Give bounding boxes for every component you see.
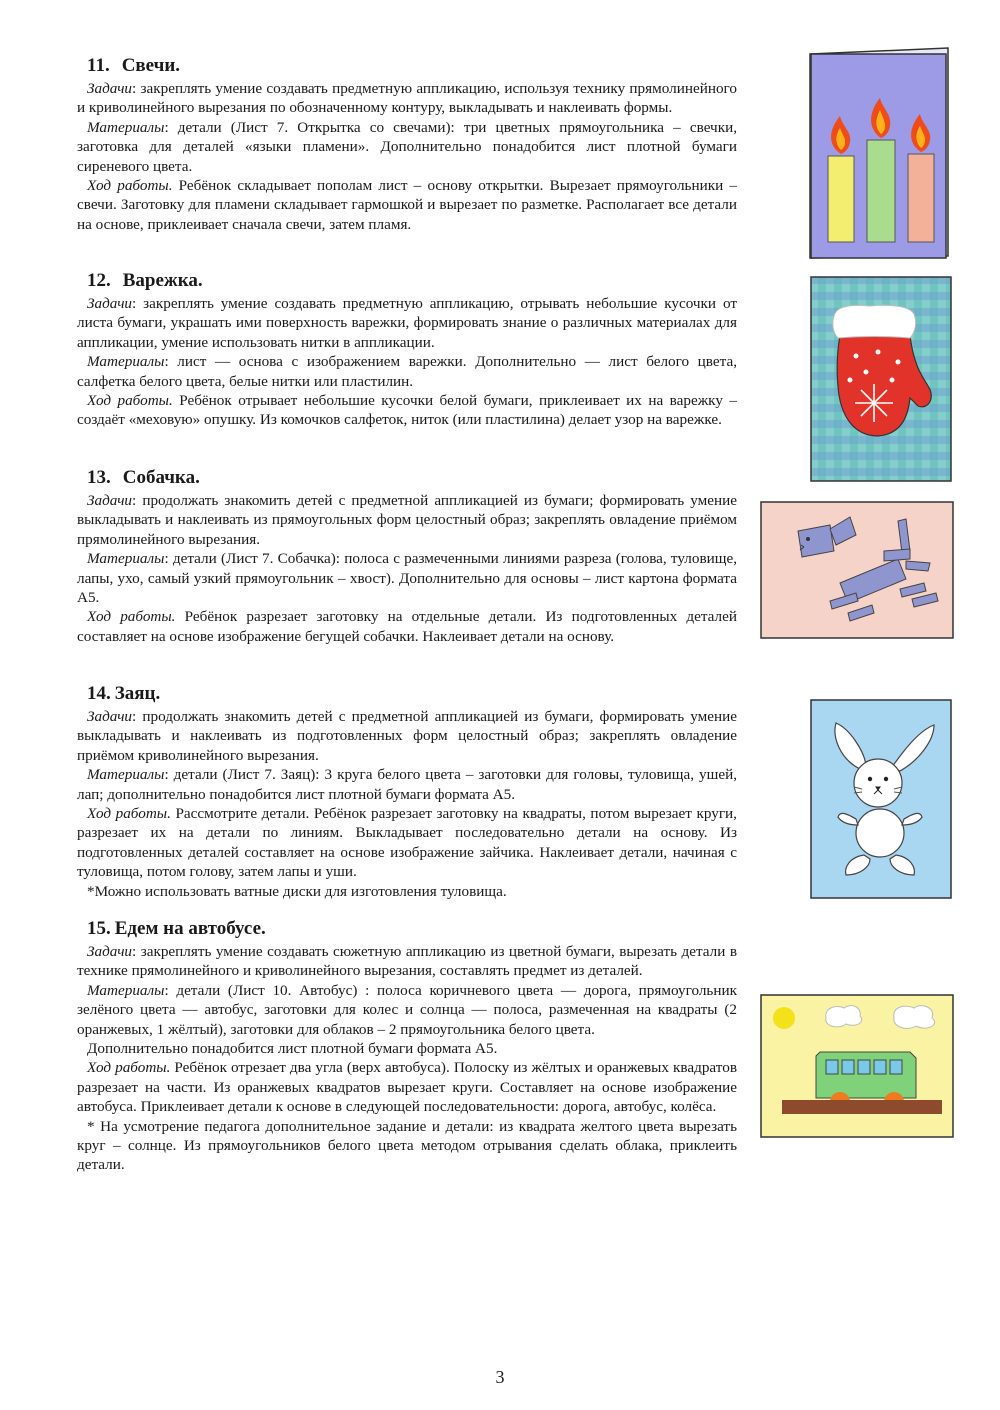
- materials-paragraph: [77, 549, 737, 607]
- candles-card-image: [808, 44, 952, 262]
- section-title: [87, 467, 737, 489]
- materials-text: : детали (Лист 10. Автобус) : полоса коричневого цвета — дорога, прямоугольник зелёного цвета — автобус, заготовки для колес и солнца — полоса, размеченная на квадраты (2 оранжевых, 1 жёлтый), заготовки для облаков – 2 прямоугольника белого цвета.: [77, 981, 737, 1038]
- process-label: Ход работы.: [87, 177, 173, 195]
- section-heading: Свечи.: [121, 55, 181, 76]
- materials-paragraph: [77, 765, 737, 804]
- tasks-paragraph: [77, 491, 737, 549]
- section-13: [77, 467, 737, 646]
- process-paragraph: [77, 607, 737, 646]
- sun-icon: [773, 1007, 795, 1029]
- section-title: [87, 270, 737, 292]
- process-label: Ход работы.: [87, 392, 173, 410]
- section-title: [87, 918, 737, 940]
- section-heading: Варежка.: [122, 270, 203, 291]
- tasks-text: : продолжать знакомить детей с предметной аппликацией из бумаги; формировать умение выкладывать и наклеивать из прямоугольных форм целостный образ; закреплять овладение приёмом прямолинейного вырезания.: [77, 492, 737, 548]
- cloud-icon: [894, 1006, 935, 1029]
- section-number: 13.: [87, 467, 111, 488]
- bus-card-image: [760, 994, 954, 1138]
- tasks-label: Задачи: [87, 80, 133, 97]
- tasks-label: Задачи: [87, 943, 133, 960]
- materials-label: Материалы: [87, 981, 165, 999]
- process-label: Ход работы.: [87, 1059, 171, 1077]
- process-paragraph: [77, 1058, 737, 1116]
- tasks-paragraph: [77, 707, 737, 765]
- process-text: Рассмотрите детали. Ребёнок разрезает заготовку на квадраты, потом вырезает круги, разрезает их на детали по линиям. Выкладывает последовательно детали на основу. Из подготовленных деталей составляет на основе изображение зайчика. Наклеивает детали, начиная с туловища, потом голову, затем лапы и уши.: [77, 805, 737, 881]
- road-icon: [782, 1100, 942, 1114]
- materials-text: : детали (Лист 7. Заяц): 3 круга белого цвета – заготовки для головы, туловища, ушей, лап; дополнительно понадобится лист плотной бумаги формата А5.: [77, 766, 737, 803]
- section-heading: Собачка.: [122, 467, 200, 488]
- process-paragraph: [77, 804, 737, 882]
- process-text: Ребёнок разрезает заготовку на отдельные детали. Из подготовленных деталей составляет на основе изображение бегущей собачки. Наклеивает детали на основу.: [77, 608, 737, 645]
- process-text: Ребёнок отрезает два угла (верх автобуса). Полоску из жёлтых и оранжевых квадратов разрезает на части. Из оранжевых квадратов вырезает круги. Составляет на основе изображение автобуса. Приклеивает детали к основе в следующей последовательности: дорога, автобус, колёса.: [77, 1059, 737, 1116]
- tasks-label: Задачи: [87, 492, 133, 509]
- cloud-icon: [826, 1006, 862, 1027]
- mitten-card-image: [810, 276, 952, 482]
- materials-text: : лист — основа с изображением варежки. Дополнительно — лист белого цвета, салфетка белого цвета, белые нитки или пластилин.: [77, 353, 737, 390]
- process-label: Ход работы.: [87, 805, 171, 823]
- section-12: [77, 270, 737, 430]
- process-paragraph: [77, 391, 737, 430]
- materials-text: : детали (Лист 7. Открытка со свечами): три цветных прямоугольника – свечки, заготовка для деталей «языки пламени». Дополнительно понадобится лист плотной бумаги сиреневого цвета.: [77, 118, 737, 175]
- materials-paragraph: [77, 981, 737, 1039]
- section-heading: Едем на автобусе.: [114, 918, 266, 939]
- section-number: 11.: [87, 55, 110, 76]
- tasks-text: : закреплять умение создавать предметную аппликацию, отрывать небольшие кусочки от листа бумаги, украшать ими поверхность варежки, формировать знание о различных материалах для аппликации, умение использовать нитки в аппликации.: [77, 295, 737, 351]
- materials-text: : детали (Лист 7. Собачка): полоса с размеченными линиями разреза (голова, туловище, лапы, ухо, самый узкий прямоугольник – хвост). Дополнительно для основы – лист картона формата А5.: [77, 550, 737, 607]
- section-15: [77, 918, 737, 1175]
- materials-label: Материалы: [87, 353, 165, 371]
- tasks-text: : закреплять умение создавать предметную аппликацию, используя технику прямолинейного и криволинейного вырезания по обозначенному контуру, выкладывать и наклеивать формы.: [77, 80, 737, 117]
- process-label: Ход работы.: [87, 608, 176, 626]
- section-title: [87, 55, 737, 77]
- rabbit-card-image: [810, 699, 952, 899]
- note-paragraph: * На усмотрение педагога дополнительное задание и детали: из квадрата желтого цвета вырезать круг – солнце. Из прямоугольников белого цвета методом отрывания сделать облака, приклеить детали.: [77, 1117, 737, 1174]
- tasks-paragraph: [77, 79, 737, 118]
- section-number: 15.: [87, 918, 111, 939]
- section-14: [77, 683, 737, 901]
- materials-paragraph: [77, 352, 737, 391]
- materials-label: Материалы: [87, 118, 165, 136]
- section-11: [77, 55, 737, 234]
- dog-card-image: [760, 501, 954, 639]
- section-number: 14.: [87, 683, 111, 704]
- section-number: 12.: [87, 270, 111, 291]
- tasks-text: : продолжать знакомить детей с предметной аппликацией из бумаги, формировать умение выкладывать и наклеивать из подготовленных форм целостный образ; закреплять овладение приёмом криволинейного вырезания.: [77, 708, 737, 764]
- section-heading: Заяц.: [114, 683, 161, 704]
- section-title: [87, 683, 737, 705]
- tasks-text: : закреплять умение создавать сюжетную аппликацию из цветной бумаги, вырезать детали в технике прямолинейного и криволинейного вырезания, составлять предмет из деталей.: [77, 943, 737, 980]
- extra-paragraph: Дополнительно понадобится лист плотной бумаги формата А5.: [87, 1040, 498, 1058]
- tasks-paragraph: [77, 294, 737, 352]
- page-number: 3: [495, 1367, 505, 1387]
- tasks-label: Задачи: [87, 295, 133, 312]
- process-paragraph: [77, 176, 737, 234]
- materials-paragraph: [77, 118, 737, 176]
- process-text: Ребёнок складывает пополам лист – основу открытки. Вырезает прямоугольники – свечи. Заготовку для пламени складывает гармошкой и вырезает по разметке. Располагает все детали на основе, приклеивает сначала свечи, затем пламя.: [77, 177, 737, 233]
- note-paragraph: *Можно использовать ватные диски для изготовления туловища.: [87, 882, 507, 900]
- materials-label: Материалы: [87, 550, 165, 568]
- tasks-paragraph: [77, 942, 737, 981]
- process-text: Ребёнок отрывает небольшие кусочки белой бумаги, приклеивает их на варежку – создаёт «меховую» опушку. Из комочков салфеток, ниток (или пластилина) делает узор на варежке.: [77, 392, 737, 429]
- tasks-label: Задачи: [87, 708, 133, 725]
- materials-label: Материалы: [87, 766, 165, 784]
